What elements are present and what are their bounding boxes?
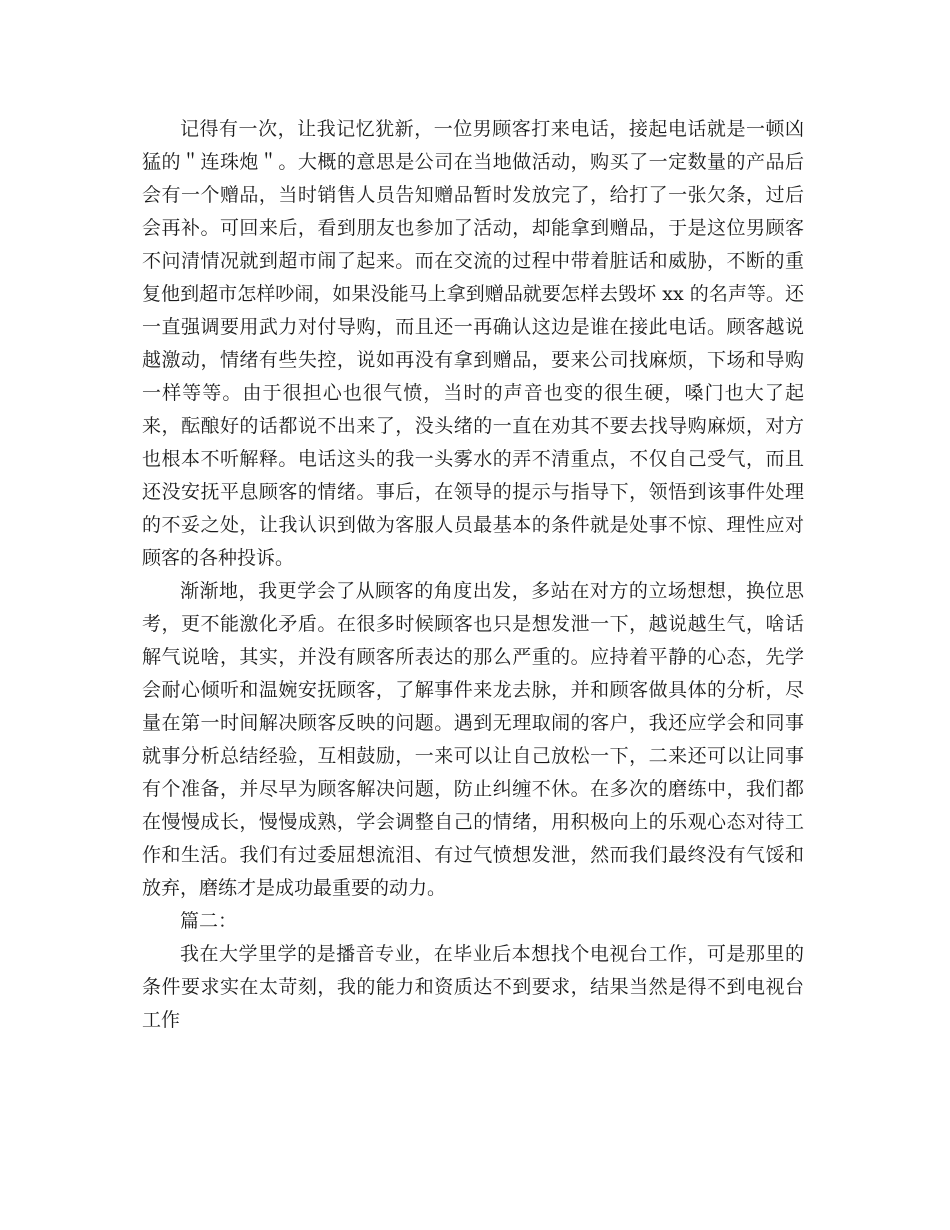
paragraph-complaint-story: 记得有一次，让我记忆犹新，一位男顾客打来电话，接起电话就是一顿凶猛的＂连珠炮＂。大概的意思是公司在当地做活动，购买了一定数量的产品后会有一个赠品，当时销售人员告知赠品暂时发放完了，给打了一张欠条，过后会再补。可回来后，看到朋友也参加了活动，却能拿到赠品，于是这位男顾客不问清情况就到超市闹了起来。而在交流的过程中带着脏话和威胁，不断的重复他到超市怎样吵闹，如果没能马上拿到赠品就要怎样去毁坏 xx 的名声等。还一直强调要用武力对付导购，而且还一再确认这边是谁在接此电话。顾客越说越激动，情绪有些失控，说如再没有拿到赠品，要来公司找麻烦，下场和导购一样等等。由于很担心也很气愤，当时的声音也变的很生硬，嗓门也大了起来，酝酿好的话都说不出来了，没头绪的一直在劝其不要去找导购麻烦，对方也根本不听解释。电话这头的我一头雾水的弄不清重点，不仅自己受气，而且还没安抚平息顾客的情绪。事后，在领导的提示与指导下，领悟到该事件处理的不妥之处，让我认识到做为客服人员最基本的条件就是处事不惊、理性应对顾客的各种投诉。 [142, 118, 804, 569]
document-page [142, 113, 804, 1037]
paragraph-customer-perspective: 渐渐地，我更学会了从顾客的角度出发，多站在对方的立场想想，换位思考，更不能激化矛盾。在很多时候顾客也只是想发泄一下，越说越生气，啥话解气说啥，其实，并没有顾客所表达的那么严重的。应持着平静的心态，先学会耐心倾听和温婉安抚顾客，了解事件来龙去脉，并和顾客做具体的分析，尽量在第一时间解决顾客反映的问题。遇到无理取闹的客户，我还应学会和同事就事分析总结经验，互相鼓励，一来可以让自己放松一下，二来还可以让同事有个准备，并尽早为顾客解决问题，防止纠缠不休。在多次的磨练中，我们都在慢慢成长，慢慢成熟，学会调整自己的情绪，用积极向上的乐观心态对待工作和生活。我们有过委屈想流泪、有过气愤想发泄，然而我们最终没有气馁和放弃，磨练才是成功最重要的动力。 [142, 580, 804, 899]
paragraph-broadcasting-major: 我在大学里学的是播音专业，在毕业后本想找个电视台工作，可是那里的条件要求实在太苛刻，我的能力和资质达不到要求，结果当然是得不到电视台工作 [142, 943, 804, 1031]
section-heading: 篇二： [180, 910, 238, 932]
